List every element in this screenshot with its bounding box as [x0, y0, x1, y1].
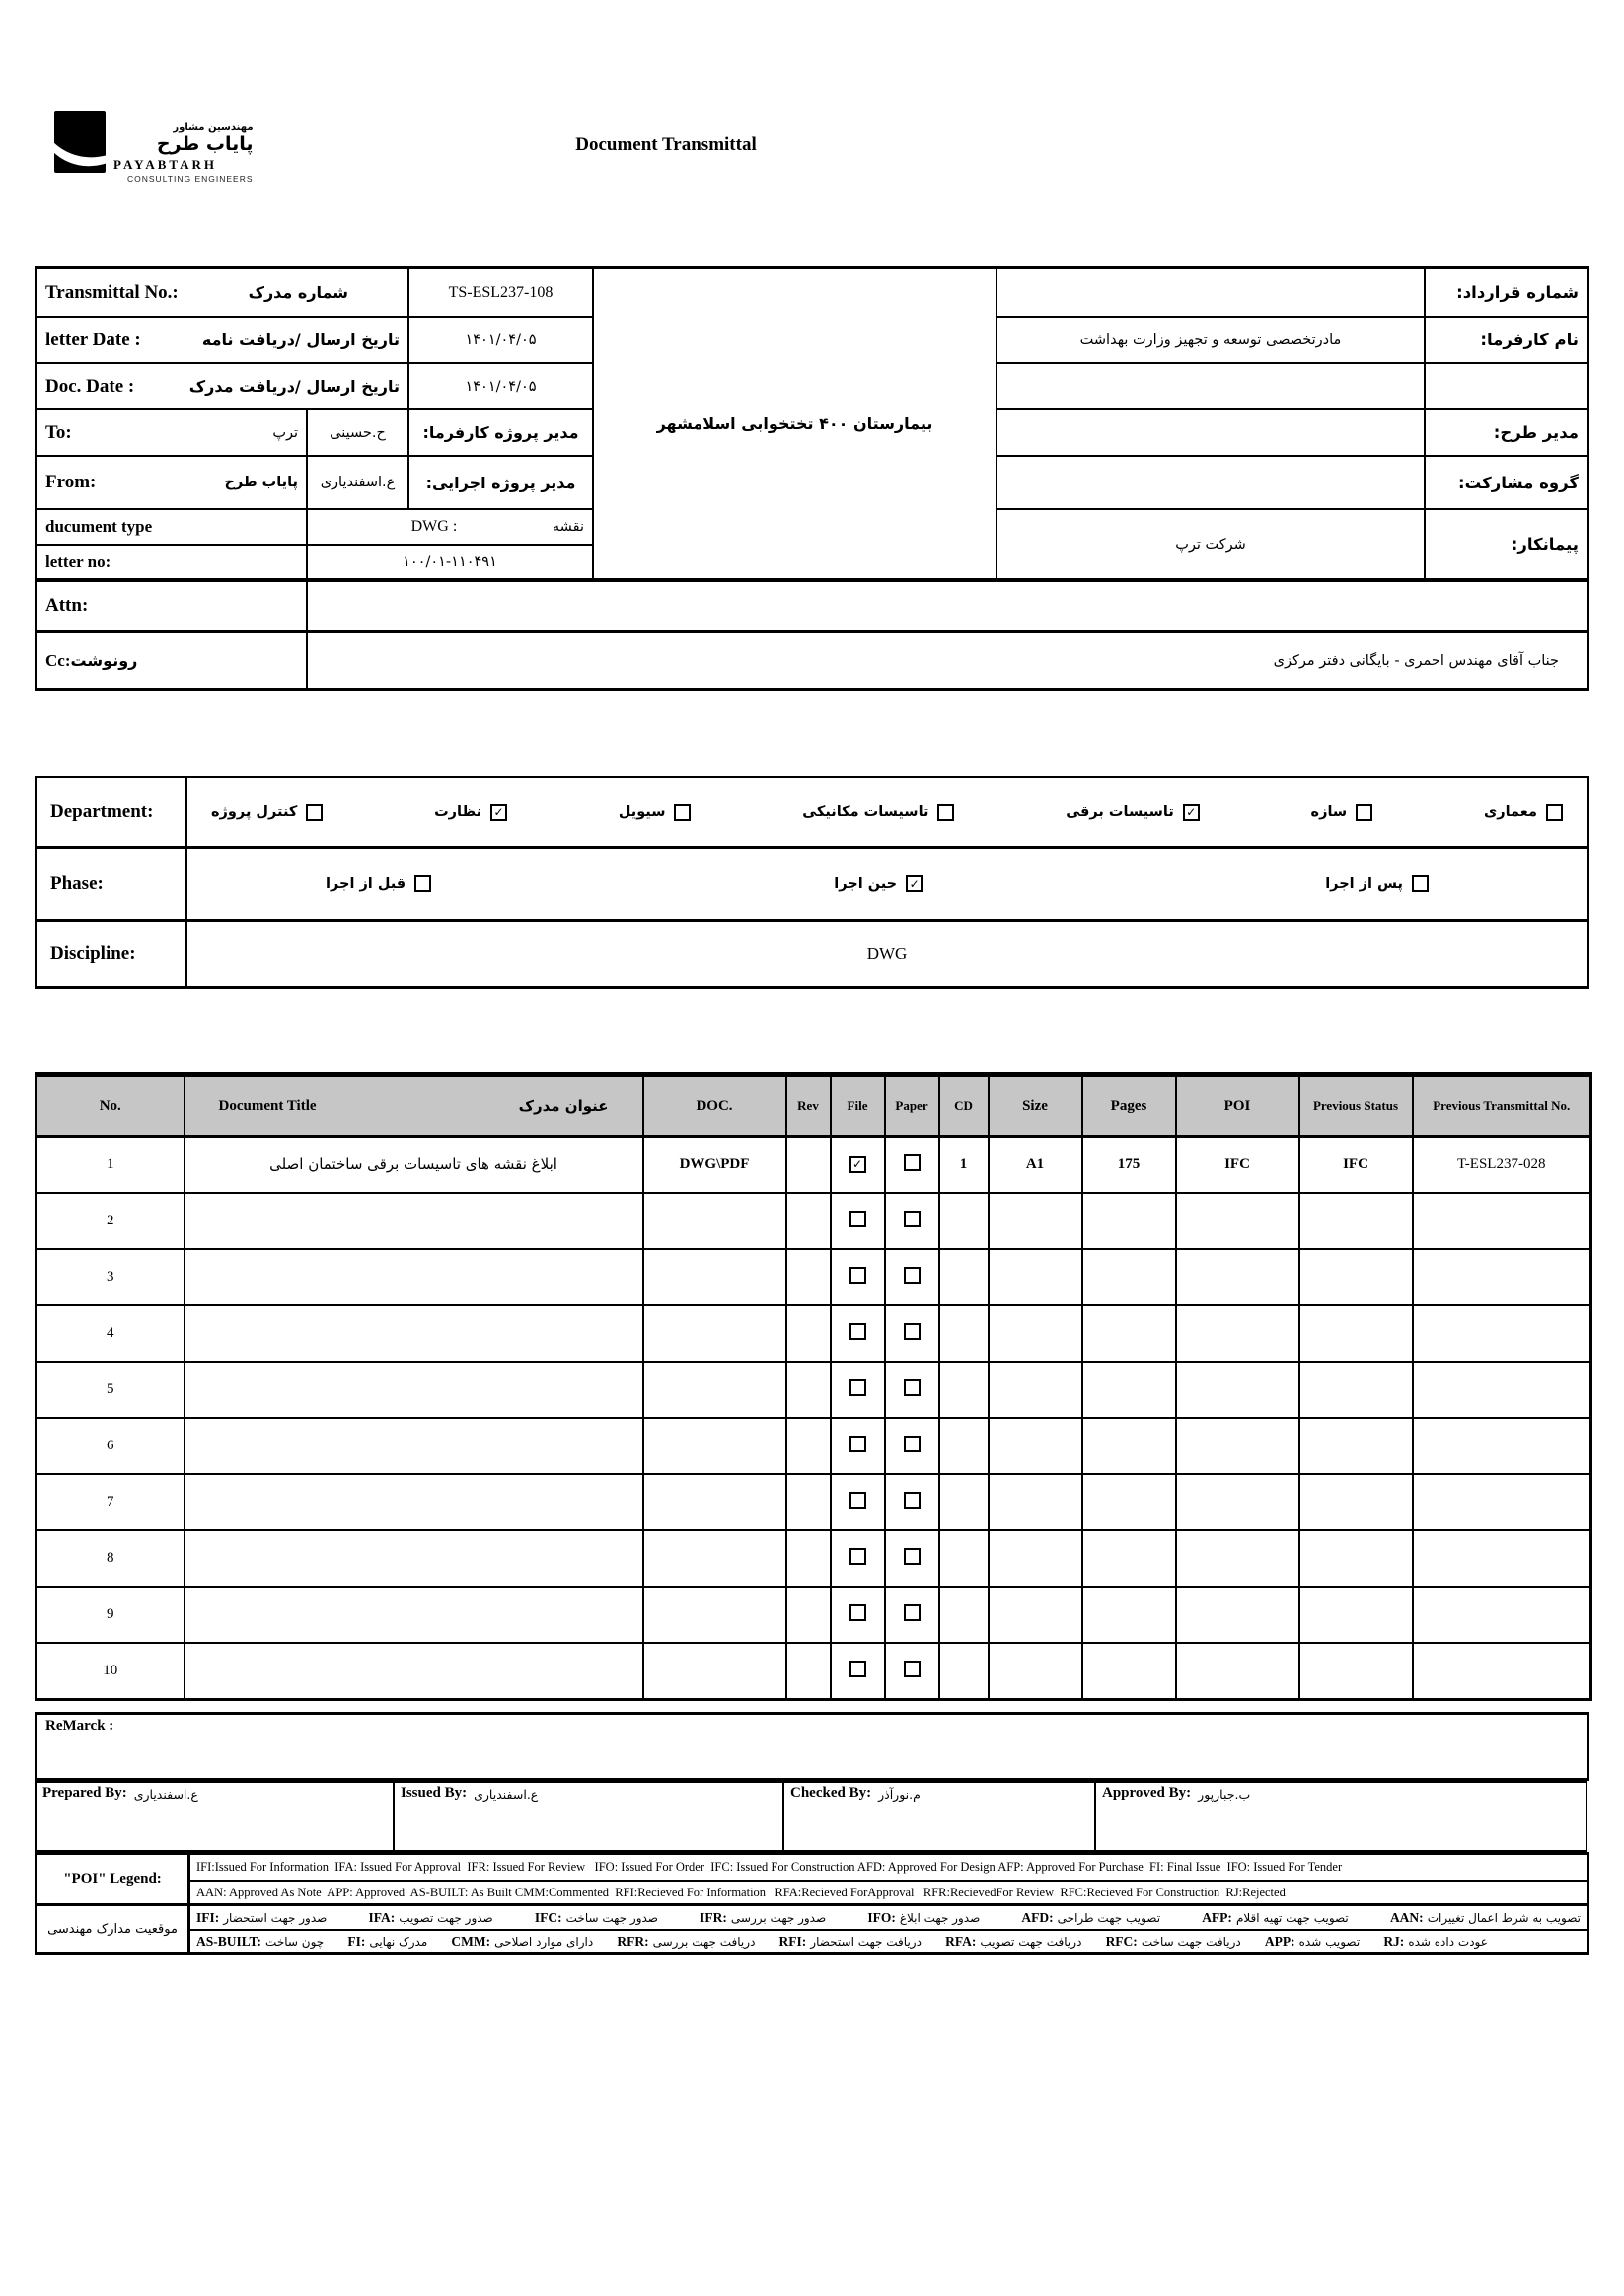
architecture-checkbox[interactable] — [1546, 804, 1563, 821]
discipline-label: Discipline: — [50, 942, 136, 964]
file-checkbox[interactable] — [849, 1548, 866, 1565]
col-prev-transmittal: Previous Transmittal No. — [1413, 1074, 1591, 1137]
row-no: 5 — [37, 1362, 185, 1418]
table-row — [37, 1474, 1591, 1530]
legend-code: IFR: — [700, 1909, 727, 1925]
phase-label: Phase: — [50, 872, 104, 894]
legend-text: صدور جهت ساخت — [565, 1910, 658, 1925]
legend-en-row1 — [187, 1855, 1587, 1880]
option-label: نظارت — [434, 804, 482, 820]
checked-by-box — [782, 1781, 1096, 1852]
logo-fa-tagline: مهندسین مشاور — [173, 122, 254, 133]
document-type-value-fa: نقشه — [552, 519, 584, 535]
legend-fa-row2 — [187, 1929, 1587, 1952]
option-label: تاسیسات برقی — [1066, 804, 1174, 820]
legend-code: CMM: — [451, 1933, 491, 1949]
row-no: 1 — [37, 1137, 185, 1194]
table-row — [37, 1587, 1591, 1643]
option-label: قبل از اجرا — [326, 875, 406, 892]
document-type-value: DWG : — [410, 518, 458, 535]
transmittal-no-value — [407, 269, 592, 316]
row-prev-transmittal: T-ESL237-028 — [1413, 1137, 1591, 1194]
table-row — [37, 1305, 1591, 1362]
legend-code: RFC: — [1105, 1933, 1138, 1949]
transmittal-no-label-fa: شماره مدرک — [248, 283, 348, 302]
from-label: From: — [45, 472, 97, 492]
legend-item — [196, 1910, 327, 1926]
approved-by-label: Approved By: — [1102, 1785, 1192, 1801]
paper-checkbox[interactable] — [904, 1323, 921, 1340]
discipline-value-cell — [185, 919, 1587, 986]
table-row — [37, 1193, 1591, 1249]
contract-no-label-cell — [1424, 269, 1587, 316]
attn-label-cell — [37, 578, 306, 630]
letter-date-text: ۱۴۰۱/۰۴/۰۵ — [465, 332, 537, 348]
legend-fa-row1 — [187, 1903, 1587, 1929]
design-manager-label-cell — [1424, 408, 1587, 455]
letter-date-label: letter Date : — [45, 329, 141, 350]
department-option-mechanical — [802, 804, 954, 821]
legend-text: صدور جهت بررسی — [730, 1910, 827, 1925]
option-label: حین اجرا — [834, 875, 898, 892]
legend-code: AFD: — [1021, 1909, 1054, 1925]
legend-text: دریافت جهت تصویب — [980, 1934, 1082, 1949]
issued-by-box — [393, 1781, 784, 1852]
mechanical-checkbox[interactable] — [937, 804, 954, 821]
contract-no-label: شماره قرارداد: — [1456, 283, 1579, 302]
paper-checkbox[interactable] — [904, 1154, 921, 1171]
client-name-value — [996, 316, 1424, 362]
legend-text: چون ساخت — [265, 1934, 325, 1949]
phase-option-after — [1325, 875, 1429, 892]
legend-code: AAN: — [1389, 1909, 1424, 1925]
paper-checkbox[interactable] — [904, 1548, 921, 1565]
option-label: تاسیسات مکانیکی — [802, 804, 929, 820]
legend-en-row1-text: IFI:Issued For Information IFA: Issued For Approval IFR: Issued For Review IFO: Issued For Order IFC: Issued For Construction AFD: Approved For Design AFP: Approved For Purchase FI: Final Issue IFO: Issued For Tender — [196, 1860, 1343, 1874]
legend-text: دارای موارد اصلاحی — [494, 1934, 594, 1949]
document-list-table — [35, 1072, 1592, 1701]
legend-item — [700, 1910, 826, 1926]
legend-en-row2 — [187, 1880, 1587, 1903]
logo-fa-name: پایاب طرح — [156, 132, 254, 155]
legend-text: تصویب جهت تهیه اقلام — [1235, 1910, 1349, 1925]
prepared-by-box — [35, 1781, 395, 1852]
client-pm-label: مدیر پروژه کارفرما: — [422, 423, 579, 442]
legend-code: RJ: — [1383, 1933, 1405, 1949]
cc-value: جناب آقای مهندس احمری - بایگانی دفتر مرکزی — [1273, 652, 1559, 669]
phase-option-before — [326, 875, 431, 892]
legend-item — [1383, 1934, 1488, 1950]
col-cd: CD — [939, 1074, 989, 1137]
legend-item — [1202, 1910, 1349, 1926]
paper-checkbox[interactable] — [904, 1267, 921, 1284]
client-name-label-cell — [1424, 316, 1587, 362]
table-row — [37, 1249, 1591, 1305]
from-cell — [37, 455, 306, 508]
transmittal-no-text: TS-ESL237-108 — [448, 283, 554, 301]
legend-item — [535, 1910, 658, 1926]
department-option-supervision — [434, 804, 507, 821]
from-person-cell — [306, 455, 407, 508]
department-option-electrical — [1066, 804, 1200, 821]
contract-no-value — [996, 269, 1424, 316]
legend-fa-label-cell — [37, 1903, 187, 1952]
legend-code: IFI: — [196, 1909, 220, 1925]
legend-text: دریافت جهت ساخت — [1141, 1934, 1241, 1949]
legend-text: صدور جهت استحضار — [223, 1910, 328, 1925]
option-label: پس از اجرا — [1325, 875, 1403, 892]
legend-code: RFA: — [945, 1933, 977, 1949]
control-project-checkbox[interactable] — [306, 804, 323, 821]
doc-date-value — [407, 362, 592, 408]
logo-en-name: PAYABTARH — [113, 157, 218, 173]
row-doc: DWG\PDF — [643, 1137, 786, 1194]
doc-date-cell — [37, 362, 407, 408]
phase-options — [185, 846, 1587, 919]
legend-item — [1106, 1934, 1241, 1950]
to-cell — [37, 408, 306, 455]
legend-fa-label: موقعیت مدارک مهندسی — [47, 1921, 178, 1937]
file-checkbox[interactable] — [849, 1661, 866, 1677]
phase-label-cell — [37, 846, 185, 919]
structure-checkbox[interactable] — [1356, 804, 1372, 821]
doc-date-label: Doc. Date : — [45, 375, 135, 397]
attn-value-cell — [306, 578, 1587, 630]
signature-row — [35, 1781, 1589, 1852]
from-value: پایاب طرح — [224, 475, 298, 490]
executive-pm-label-cell — [407, 455, 592, 508]
discipline-label-cell — [37, 919, 185, 986]
approved-by-box — [1094, 1781, 1587, 1852]
legend-item — [1265, 1934, 1360, 1950]
empty-row-label-cell — [1424, 362, 1587, 408]
letter-no-label-cell — [37, 544, 306, 578]
legend-code: APP: — [1264, 1933, 1295, 1949]
legend-item — [196, 1934, 324, 1950]
issued-by-label: Issued By: — [401, 1785, 468, 1801]
file-checkbox[interactable] — [849, 1211, 866, 1227]
legend-item — [779, 1934, 922, 1950]
to-value: ترپ — [272, 424, 298, 441]
col-paper: Paper — [885, 1074, 939, 1137]
remark-label: ReMarck : — [45, 1718, 114, 1734]
cc-label-cell — [37, 630, 306, 688]
col-prev-status: Previous Status — [1299, 1074, 1413, 1137]
row-prev-status: IFC — [1299, 1137, 1413, 1194]
jv-group-label-cell — [1424, 455, 1587, 508]
option-label: کنترل پروژه — [211, 804, 298, 820]
civil-checkbox[interactable] — [674, 804, 691, 821]
checked-by-label: Checked By: — [790, 1785, 872, 1801]
legend-code: RFI: — [778, 1933, 807, 1949]
legend-text: تصویب شده — [1298, 1934, 1361, 1949]
to-person-text: ح.حسینی — [330, 424, 386, 441]
department-table — [35, 776, 1589, 989]
doc-date-label-fa: تاریخ ارسال /دریافت مدرک — [188, 377, 400, 396]
legend-item — [451, 1934, 593, 1950]
transmittal-info-table — [35, 266, 1589, 691]
file-checkbox[interactable]: ✓ — [849, 1156, 866, 1173]
project-name-cell — [592, 269, 996, 578]
col-title-en: Document Title — [218, 1097, 317, 1114]
row-no: 10 — [37, 1643, 185, 1700]
option-label: معماری — [1483, 804, 1537, 820]
transmittal-no-cell — [37, 269, 407, 316]
page-title: Document Transmittal — [575, 134, 757, 155]
before-execution-checkbox[interactable] — [414, 875, 431, 892]
cc-label-en: Cc: — [45, 650, 71, 670]
file-checkbox[interactable] — [849, 1604, 866, 1621]
paper-checkbox[interactable] — [904, 1211, 921, 1227]
legend-item — [867, 1910, 980, 1926]
contractor-label: پیمانکار: — [1511, 535, 1579, 554]
col-rev: Rev — [786, 1074, 831, 1137]
contractor-value-cell — [996, 508, 1424, 578]
row-size: A1 — [989, 1137, 1082, 1194]
legend-item — [368, 1910, 492, 1926]
after-execution-checkbox[interactable] — [1412, 875, 1429, 892]
row-rev — [786, 1137, 831, 1194]
table-row — [37, 1362, 1591, 1418]
letter-date-value — [407, 316, 592, 362]
file-checkbox[interactable] — [849, 1267, 866, 1284]
row-title: ابلاغ نقشه های تاسیسات برقی ساختمان اصلی — [269, 1155, 557, 1173]
table-row — [37, 1137, 1591, 1194]
row-no: 2 — [37, 1193, 185, 1249]
jv-group-value — [996, 455, 1424, 508]
legend-code: IFO: — [867, 1909, 896, 1925]
logo-en-tagline: CONSULTING ENGINEERS — [127, 174, 254, 185]
department-option-control-project — [211, 804, 323, 821]
paper-checkbox[interactable] — [904, 1492, 921, 1509]
contractor-label-cell — [1424, 508, 1587, 578]
col-size: Size — [989, 1074, 1082, 1137]
file-checkbox[interactable] — [849, 1436, 866, 1452]
paper-checkbox[interactable] — [904, 1379, 921, 1396]
department-label: Department: — [50, 801, 154, 822]
department-option-structure — [1311, 804, 1373, 821]
prepared-by-label: Prepared By: — [42, 1785, 127, 1801]
department-option-architecture — [1484, 804, 1563, 821]
table-row — [37, 1530, 1591, 1587]
table-row — [37, 1643, 1591, 1700]
legend-code: FI: — [347, 1933, 366, 1949]
legend-text: عودت داده شده — [1408, 1934, 1488, 1949]
cc-value-cell — [306, 630, 1587, 688]
design-manager-value — [996, 408, 1424, 455]
legend-code: IFA: — [368, 1909, 396, 1925]
legend-item — [617, 1934, 755, 1950]
row-no: 3 — [37, 1249, 185, 1305]
doc-date-text: ۱۴۰۱/۰۴/۰۵ — [465, 378, 537, 395]
col-title-fa: عنوان مدرک — [518, 1097, 609, 1115]
file-checkbox[interactable] — [849, 1379, 866, 1396]
letter-date-cell — [37, 316, 407, 362]
to-person-cell — [306, 408, 407, 455]
electrical-checkbox[interactable]: ✓ — [1183, 804, 1200, 821]
phase-option-during — [834, 875, 923, 892]
col-pages: Pages — [1082, 1074, 1176, 1137]
row-no: 7 — [37, 1474, 185, 1530]
department-option-civil — [619, 804, 692, 821]
supervision-checkbox[interactable]: ✓ — [490, 804, 507, 821]
row-no: 4 — [37, 1305, 185, 1362]
option-label: سیویل — [618, 804, 666, 820]
legend-text: دریافت جهت بررسی — [652, 1934, 756, 1949]
project-name-text: بیمارستان ۴۰۰ تختخوابی اسلامشهر — [656, 414, 933, 433]
client-name-text: مادرتخصصی توسعه و تجهیز وزارت بهداشت — [1079, 332, 1342, 348]
approved-by-value: ب.جبارپور — [1198, 1787, 1251, 1802]
file-checkbox[interactable] — [849, 1492, 866, 1509]
transmittal-no-label: Transmittal No.: — [45, 281, 179, 303]
document-type-value-cell — [306, 508, 592, 544]
attn-label: Attn: — [45, 595, 89, 616]
poi-legend-table — [35, 1852, 1589, 1955]
legend-en-row2-text: AAN: Approved As Note APP: Approved AS-BUILT: As Built CMM:Commented RFI:Recieved For Information RFA:Recieved ForApproval RFR:RecievedFor Review RFC:Recieved For Construction RJ:Rejected — [196, 1885, 1286, 1899]
letter-date-label-fa: تاریخ ارسال /دریافت نامه — [201, 331, 400, 349]
executive-pm-label: مدیر پروژه اجرایی: — [425, 473, 576, 492]
col-doc: DOC. — [643, 1074, 786, 1137]
legend-text: تصویب به شرط اعمال تغییرات — [1427, 1910, 1581, 1925]
paper-checkbox[interactable] — [904, 1604, 921, 1621]
department-label-cell — [37, 778, 185, 846]
legend-code: RFR: — [617, 1933, 649, 1949]
table-row — [37, 1418, 1591, 1474]
letter-no-label: letter no: — [45, 552, 111, 571]
col-poi: POI — [1176, 1074, 1299, 1137]
department-options — [185, 778, 1587, 846]
option-label: سازه — [1310, 804, 1348, 820]
to-label: To: — [45, 421, 72, 443]
paper-checkbox[interactable] — [904, 1436, 921, 1452]
table-header-row — [37, 1074, 1591, 1137]
letter-no-value-cell — [306, 544, 592, 578]
issued-by-value: ع.اسفندیاری — [474, 1787, 539, 1802]
poi-legend-label-cell — [37, 1855, 187, 1903]
legend-code: IFC: — [534, 1909, 562, 1925]
during-execution-checkbox[interactable]: ✓ — [906, 875, 923, 892]
legend-text: دریافت جهت استحضار — [810, 1934, 922, 1949]
legend-item — [1021, 1910, 1160, 1926]
row-cd: 1 — [939, 1137, 989, 1194]
cc-label-fa: رونوشت — [70, 651, 138, 670]
client-name-label: نام کارفرما: — [1480, 331, 1579, 349]
legend-item — [1390, 1910, 1581, 1926]
file-checkbox[interactable] — [849, 1323, 866, 1340]
col-title — [185, 1074, 643, 1137]
document-type-label: ducument type — [45, 517, 153, 536]
paper-checkbox[interactable] — [904, 1661, 921, 1677]
design-manager-label: مدیر طرح: — [1493, 423, 1579, 442]
col-file: File — [831, 1074, 885, 1137]
row-pages: 175 — [1082, 1137, 1176, 1194]
row-poi: IFC — [1176, 1137, 1299, 1194]
row-no: 8 — [37, 1530, 185, 1587]
legend-code: AS-BUILT: — [196, 1933, 262, 1949]
poi-legend-label: "POI" Legend: — [63, 1871, 162, 1887]
from-person-text: ع.اسفندیاری — [320, 475, 396, 490]
prepared-by-value: ع.اسفندیاری — [133, 1787, 198, 1802]
legend-text: صدور جهت ابلاغ — [899, 1910, 981, 1925]
discipline-value: DWG — [866, 943, 908, 963]
checked-by-value: م.نورآذر — [878, 1787, 921, 1802]
legend-text: صدور جهت تصویب — [399, 1910, 493, 1925]
col-no: No. — [37, 1074, 185, 1137]
remark-box — [35, 1712, 1589, 1781]
letter-no-value: ۱۰۰/۰۱-۱۱۰۴۹۱ — [403, 554, 497, 570]
legend-text: مدرک نهایی — [369, 1934, 428, 1949]
empty-row-value — [996, 362, 1424, 408]
legend-text: تصویب جهت طراحی — [1057, 1910, 1161, 1925]
client-pm-label-cell — [407, 408, 592, 455]
row-no: 6 — [37, 1418, 185, 1474]
contractor-text: شرکت ترپ — [1175, 536, 1246, 553]
jv-group-label: گروه مشارکت: — [1458, 473, 1579, 492]
do cument-type-label-cell — [37, 508, 306, 544]
legend-item — [347, 1934, 427, 1950]
legend-item — [945, 1934, 1081, 1950]
legend-code: AFP: — [1202, 1909, 1232, 1925]
row-no: 9 — [37, 1587, 185, 1643]
